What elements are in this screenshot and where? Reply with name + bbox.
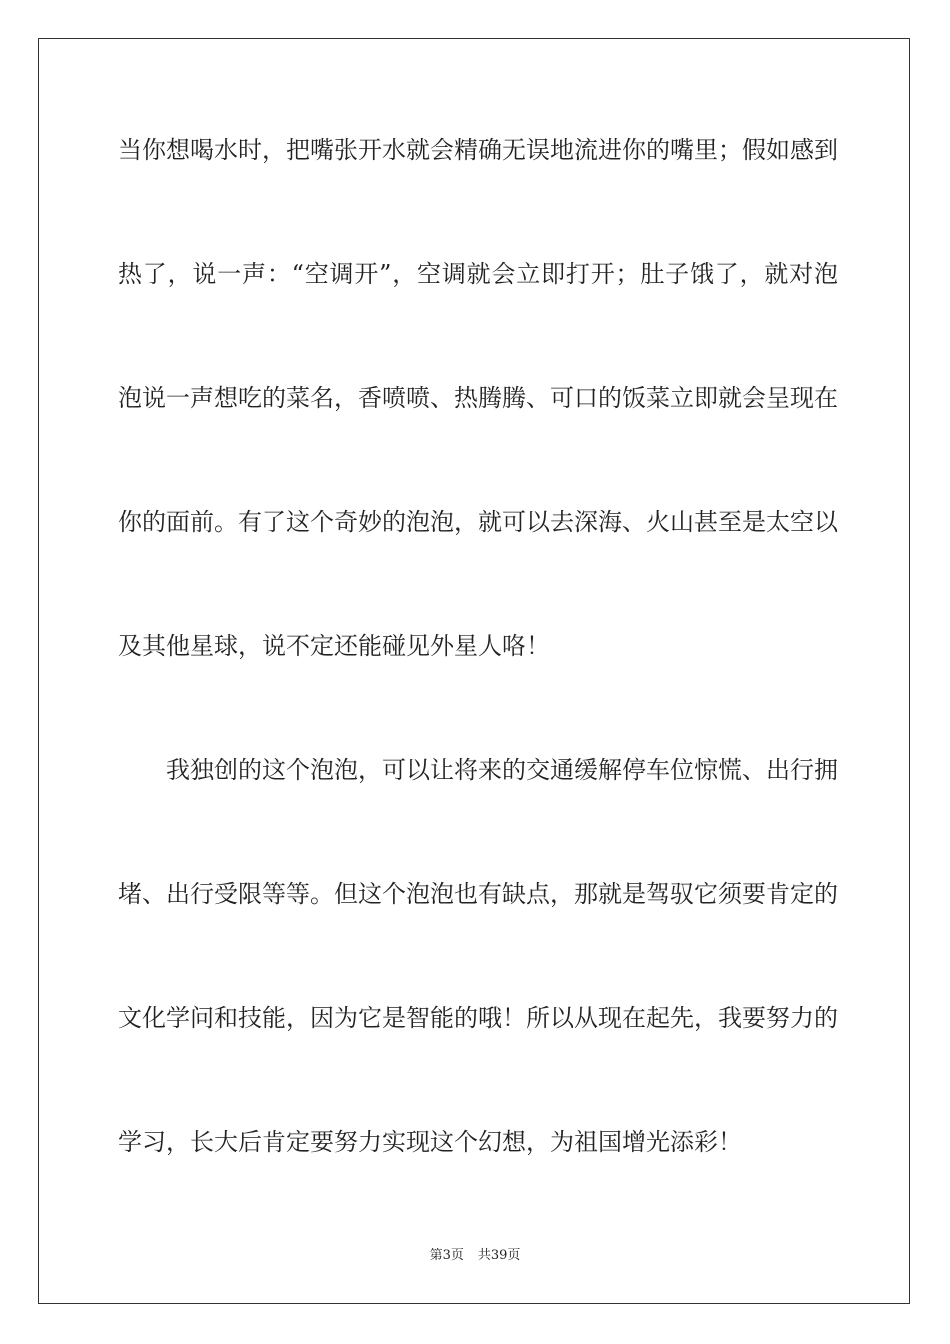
current-page-number: 第3页 xyxy=(429,1248,464,1263)
paragraph-line-7: 堵、出行受限等等。但这个泡泡也有缺点，那就是驾驭它须要肯定的 xyxy=(118,880,838,908)
paragraph-line-8: 文化学问和技能，因为它是智能的哦！所以从现在起先，我要努力的 xyxy=(118,1004,838,1032)
paragraph-line-4: 你的面前。有了这个奇妙的泡泡，就可以去深海、火山甚至是太空以 xyxy=(118,508,838,536)
paragraph-line-1: 当你想喝水时，把嘴张开水就会精确无误地流进你的嘴里；假如感到 xyxy=(118,136,838,164)
total-pages: 共39页 xyxy=(477,1248,521,1263)
page-border xyxy=(38,38,910,1304)
paragraph-line-5: 及其他星球，说不定还能碰见外星人咯！ xyxy=(118,632,550,660)
paragraph-line-6: 我独创的这个泡泡，可以让将来的交通缓解停车位惊慌、出行拥 xyxy=(166,756,838,784)
paragraph-line-2: 热了，说一声：“空调开”，空调就会立即打开；肚子饿了，就对泡 xyxy=(118,260,838,288)
page-footer xyxy=(0,1244,950,1263)
paragraph-line-9: 学习，长大后肯定要努力实现这个幻想，为祖国增光添彩！ xyxy=(118,1128,742,1156)
paragraph-line-3: 泡说一声想吃的菜名，香喷喷、热腾腾、可口的饭菜立即就会呈现在 xyxy=(118,384,838,412)
